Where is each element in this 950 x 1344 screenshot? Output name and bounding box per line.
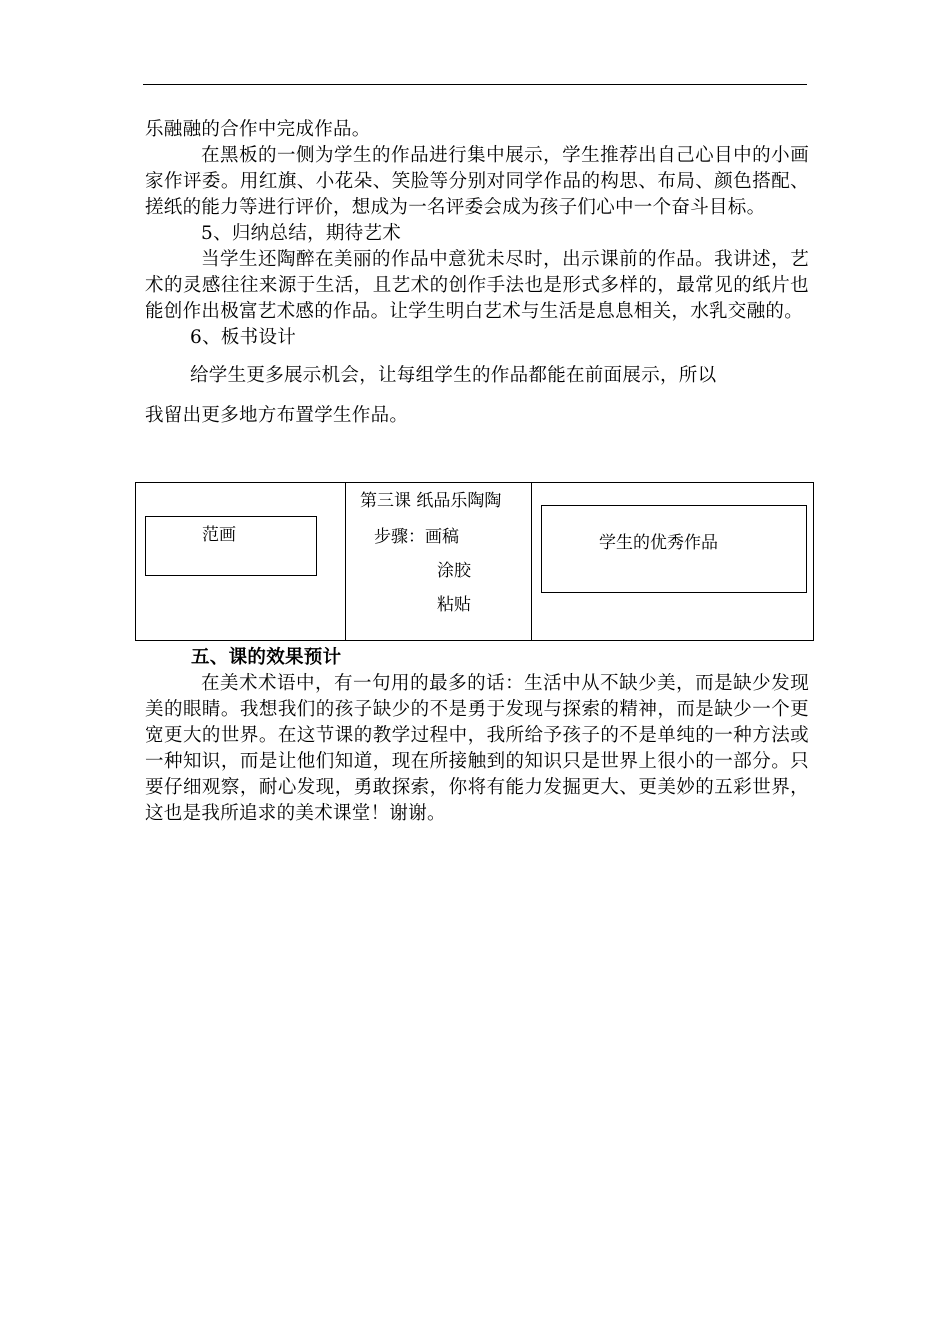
sample-drawing-box	[145, 516, 317, 576]
blackboard-design-table	[135, 482, 814, 641]
heading-board-design: 6、板书设计	[190, 327, 297, 348]
paragraph-summary: 当学生还陶醉在美丽的作品中意犹未尽时，出示课前的作品。我讲述，艺术的灵感往往来源于生活，且艺术的创作手法也是形式多样的，最常见的纸片也能创作出极富艺术感的作品。让学生明白艺术与生活是息息相关，水乳交融的。	[145, 249, 809, 322]
steps-label: 步骤：画稿	[374, 527, 459, 547]
board-divider-right	[531, 483, 532, 640]
paragraph-intro: 乐融融的合作中完成作品。	[145, 119, 371, 140]
section-effect	[145, 645, 809, 827]
lesson-title: 第三课 纸品乐陶陶	[360, 491, 502, 511]
paragraph-board-line2: 我留出更多地方布置学生作品。	[145, 405, 409, 426]
step-glue: 涂胶	[437, 561, 471, 581]
section-heading-effect: 五、课的效果预计	[191, 647, 342, 668]
sample-drawing-label: 范画	[202, 525, 236, 545]
paragraph-effect: 在美术术语中，有一句用的最多的话：生活中从不缺少美，而是缺少发现美的眼睛。我想我们的孩子缺少的不是勇于发现与探索的精神，而是缺少一个更宽更大的世界。在这节课的教学过程中，我所给予孩子的不是单纯的一种方法或一种知识，而是让他们知道，现在所接触到的知识只是世界上很小的一部分。只要仔细观察，耐心发现，勇敢探索，你将有能力发掘更大、更美妙的五彩世界，这也是我所追求的美术课堂！谢谢。	[145, 673, 809, 824]
header-rule	[143, 84, 807, 85]
heading-summary: 5、归纳总结，期待艺术	[201, 223, 402, 244]
document-body	[145, 117, 809, 436]
paragraph-board-line1: 给学生更多展示机会，让每组学生的作品都能在前面展示，所以	[190, 365, 717, 386]
student-works-label: 学生的优秀作品	[599, 533, 718, 553]
step-paste: 粘贴	[437, 595, 471, 615]
paragraph-display: 在黑板的一侧为学生的作品进行集中展示，学生推荐出自己心目中的小画家作评委。用红旗、小花朵、笑脸等分别对同学作品的构思、布局、颜色搭配、搓纸的能力等进行评价，想成为一名评委会成为孩子们心中一个奋斗目标。	[145, 145, 809, 218]
board-divider-left	[345, 483, 346, 640]
student-works-box	[541, 505, 807, 593]
